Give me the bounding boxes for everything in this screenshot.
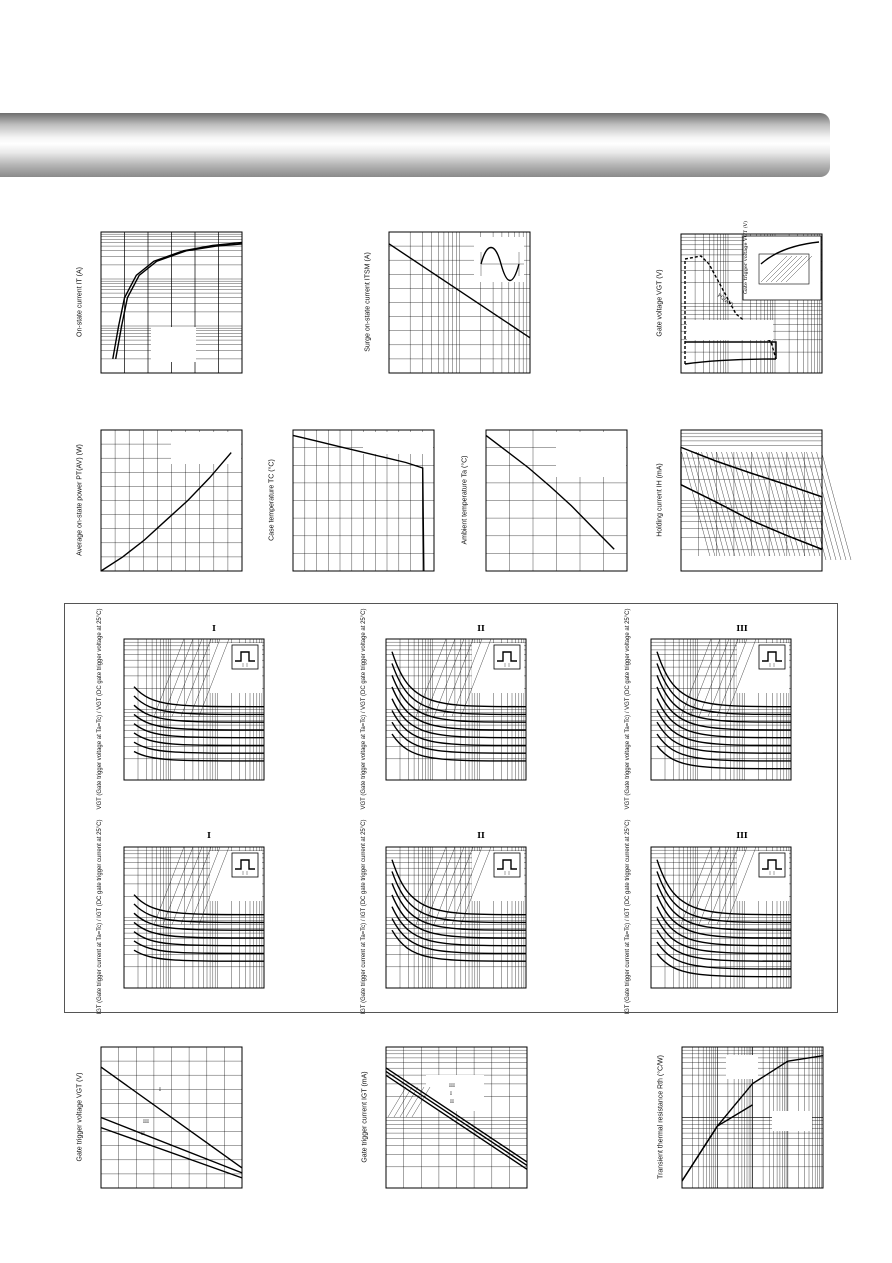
hatch-line — [388, 1087, 406, 1117]
on-state-current-chart — [101, 232, 242, 373]
legend-box — [494, 853, 520, 877]
hatch-line — [746, 450, 776, 560]
line-label-i: I — [450, 1091, 452, 1097]
hatch-line — [756, 450, 786, 560]
pg-av-label: PG(AV) — [715, 292, 735, 309]
igt-quadrant-3-chart — [386, 847, 526, 988]
hatch-line — [786, 450, 816, 560]
igt-quadrant-1-chart — [124, 847, 264, 988]
ambient-temperature-chart — [486, 430, 627, 571]
legend-box — [232, 645, 258, 669]
hatch-line — [771, 450, 801, 560]
inset-label: Gate trigger voltage VGT (V) — [743, 220, 749, 294]
trigger-curve — [134, 950, 264, 961]
hatch-line — [681, 450, 711, 560]
surge-ylabel: Surge on-state current ITSM (A) — [364, 252, 372, 352]
igt-quadrant-4-chart — [651, 847, 791, 988]
case-temp-ylabel: Case temperature TC (°C) — [268, 459, 276, 541]
gate-trigger-voltage-temp-chart — [101, 1047, 242, 1188]
vgt-quadrant-3-chart — [386, 639, 526, 780]
thermal-resistance-chart — [682, 1047, 823, 1188]
header-band — [0, 113, 830, 177]
hatch-line — [681, 639, 711, 717]
trigger-curve — [134, 733, 264, 746]
gate-characteristics-chart — [681, 220, 822, 373]
gate-voltage-ylabel: Gate voltage VGT (V) — [656, 269, 664, 337]
surge-current-chart — [389, 232, 530, 373]
hatch-line — [711, 450, 741, 560]
trigger-curve — [134, 904, 264, 923]
hatch-line — [816, 450, 846, 560]
trigger-curve — [657, 954, 791, 977]
legend-box — [759, 853, 785, 877]
hatch-line — [691, 450, 721, 560]
legend-box — [772, 1111, 812, 1131]
gate-trigger-current-temp-chart — [386, 1047, 527, 1188]
trigger-curve — [657, 895, 791, 938]
hatch-line — [761, 450, 791, 560]
on-state-ylabel: On-state current IT (A) — [76, 267, 84, 337]
hatch-line — [821, 450, 851, 560]
line-label-iii: III — [143, 1119, 149, 1125]
igt-3-title: II — [477, 830, 485, 840]
holding-ylabel: Holding current IH (mA) — [656, 463, 664, 537]
gate-curve — [685, 342, 776, 359]
hatch-line — [721, 450, 751, 560]
legend-box — [426, 1075, 484, 1111]
igt-temp-ylabel: Gate trigger current IGT (mA) — [361, 1071, 369, 1163]
vgt-4-title: III — [736, 623, 748, 633]
trigger-curve — [134, 941, 264, 954]
line-label-ii: II — [450, 1099, 454, 1105]
vgt-1-title: I — [212, 623, 216, 633]
hatch-line — [681, 847, 711, 925]
igt-3-ylabel: IGT (Gate trigger current at Ta=Tc) / IGT (DC gate trigger current at 25°C) — [361, 819, 367, 1015]
vgt-quadrant-4-chart — [651, 639, 791, 780]
hatch-line — [736, 450, 766, 560]
holding-current-chart — [681, 430, 822, 571]
legend-box — [494, 645, 520, 669]
gate-curve — [685, 359, 776, 364]
thermal-ylabel: Transient thermal resistance Rth (°C/W) — [657, 1055, 665, 1179]
legend-box — [759, 645, 785, 669]
series-line — [293, 435, 424, 571]
trigger-curve — [392, 687, 526, 730]
hatch-line — [701, 450, 731, 560]
line-label-iii: III — [449, 1083, 455, 1089]
igt-1-title: I — [207, 830, 211, 840]
vgt-4-ylabel: VGT (Gate trigger voltage at Ta=Tc) / VGT (DC gate trigger voltage at 25°C) — [625, 608, 631, 810]
legend-box — [171, 432, 241, 464]
series-line — [101, 453, 231, 571]
hatch-line — [811, 450, 841, 560]
ambient-temp-ylabel: Ambient temperature Ta (°C) — [461, 455, 469, 545]
trigger-curve — [134, 696, 264, 715]
legend-box — [232, 853, 258, 877]
trigger-curve — [392, 895, 526, 938]
vgt-quadrant-1-chart — [124, 639, 264, 780]
legend-box — [363, 432, 433, 454]
igt-4-ylabel: IGT (Gate trigger current at Ta=Tc) / IGT (DC gate trigger current at 25°C) — [625, 819, 631, 1015]
line-label-ii: II — [141, 1131, 145, 1137]
hatch-line — [416, 639, 446, 717]
average-power-chart — [101, 430, 242, 571]
hatch-line — [416, 847, 446, 925]
hatch-line — [741, 450, 771, 560]
legend-box — [556, 432, 626, 477]
vgt-temp-ylabel: Gate trigger voltage VGT (V) — [76, 1072, 84, 1162]
case-temperature-chart — [293, 430, 434, 571]
hatch-line — [766, 450, 796, 560]
hatch-line — [751, 450, 781, 560]
igt-1-ylabel: IGT (Gate trigger current at Ta=Tc) / IGT (DC gate trigger current at 25°C) — [97, 819, 103, 1015]
mask — [681, 556, 822, 571]
hatch-line — [686, 450, 716, 560]
avg-power-ylabel: Average on-state power PT(AV) (W) — [76, 444, 84, 556]
vgt-1-ylabel: VGT (Gate trigger voltage at Ta=Tc) / VGT (DC gate trigger voltage at 25°C) — [97, 608, 103, 810]
hatch-line — [731, 450, 761, 560]
vgt-3-title: II — [477, 623, 485, 633]
trigger-curve — [657, 687, 791, 730]
legend-box — [726, 1055, 758, 1079]
legend-box — [151, 327, 196, 362]
trigger-curve — [657, 746, 791, 769]
legend-box — [687, 320, 773, 340]
hatch-line — [806, 450, 836, 560]
igt-4-title: III — [736, 830, 748, 840]
line-label-i: I — [159, 1087, 161, 1093]
hatch-line — [776, 450, 806, 560]
vgt-3-ylabel: VGT (Gate trigger voltage at Ta=Tc) / VGT (DC gate trigger voltage at 25°C) — [361, 608, 367, 810]
trigger-curve — [134, 742, 264, 753]
